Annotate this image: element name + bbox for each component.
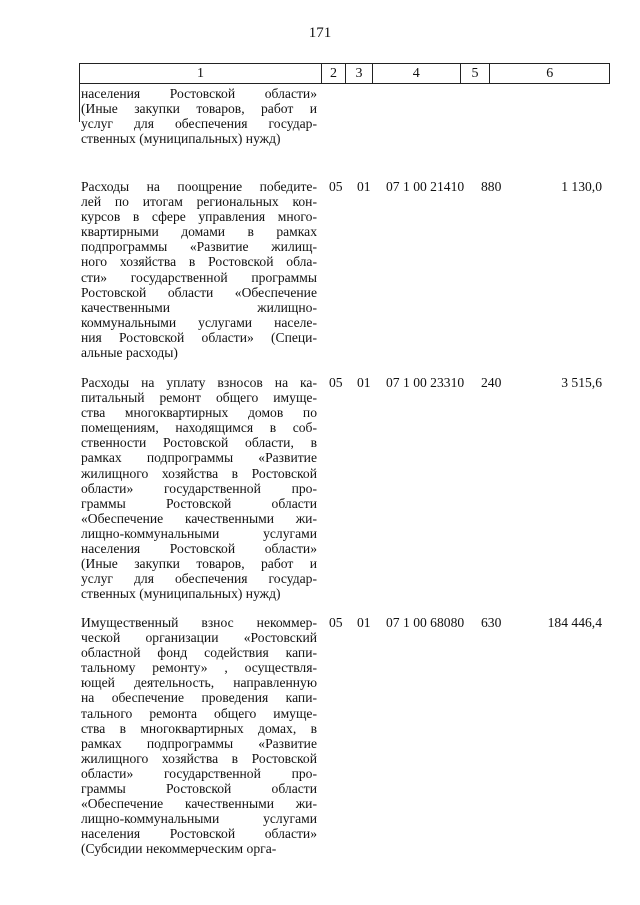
description-line: коммунальными услугами населе- — [81, 314, 317, 330]
description-line: качественными жилищно- — [81, 299, 317, 315]
row-description — [81, 615, 317, 857]
description-line: жилищного хозяйства в Ростовской — [81, 750, 317, 766]
description-line: курсов в сфере управления много- — [81, 209, 317, 225]
description-line: услуг для обеспечения государ- — [81, 116, 317, 132]
row-description — [81, 179, 317, 360]
description-line: жилищного хозяйства в Ростовской — [81, 465, 317, 481]
section-code: 05 — [329, 615, 343, 630]
subsection-code: 01 — [357, 615, 371, 630]
description-line: областной фонд содействия капи- — [81, 645, 317, 661]
description-line: ственных (муниципальных) нужд) — [81, 131, 281, 147]
description-line: питальный ремонт общего имуще- — [81, 390, 317, 406]
description-line: ства многоквартирных домов по — [81, 405, 317, 421]
description-line: лищно-коммунальными услугами — [81, 811, 317, 827]
description-line: рамках подпрограммы «Развитие — [81, 450, 317, 466]
description-line: лей по итогам региональных кон- — [81, 194, 317, 210]
section-code: 05 — [329, 179, 343, 194]
description-line: (Иные закупки товаров, работ и — [81, 556, 317, 572]
description-line: сти» государственной программы — [81, 269, 317, 285]
description-line: рамках подпрограммы «Развитие — [81, 735, 317, 751]
description-line: помещениям, находящимся в соб- — [81, 420, 317, 436]
left-border — [79, 84, 80, 122]
description-line: ства в многоквартирных домах, в — [81, 720, 317, 736]
table-header — [79, 63, 610, 84]
description-line: (Субсидии некоммерческим орга- — [81, 841, 277, 857]
description-line: области» государственной про- — [81, 480, 317, 496]
section-code: 05 — [329, 375, 343, 390]
description-line: области» государственной про- — [81, 765, 317, 781]
header-col-2: 2 — [321, 64, 345, 83]
budget-table — [79, 63, 610, 857]
target-article-code: 07 1 00 21410 — [386, 179, 465, 194]
header-col-4: 4 — [372, 64, 460, 83]
description-line: населения Ростовской области» — [81, 541, 317, 557]
row-description — [81, 375, 317, 601]
description-line: граммы Ростовской области — [81, 495, 317, 511]
amount-value: 3 515,6 — [561, 375, 602, 390]
page-number: 171 — [308, 25, 332, 41]
description-line: услуг для обеспечения государ- — [81, 571, 317, 587]
description-line: квартирными домами в рамках — [81, 224, 317, 240]
description-line: Имущественный взнос некоммер- — [81, 615, 317, 630]
description-line: Расходы на поощрение победите- — [81, 179, 317, 194]
header-col-3: 3 — [345, 64, 372, 83]
description-line: ственности Ростовской области, в — [81, 435, 317, 451]
description-line: населения Ростовской области» — [81, 86, 317, 101]
description-line: Расходы на уплату взносов на ка- — [81, 375, 317, 390]
expense-type-code: 880 — [481, 179, 502, 194]
description-line: ного хозяйства в Ростовской обла- — [81, 254, 317, 270]
target-article-code: 07 1 00 68080 — [386, 615, 465, 630]
description-line: ственных (муниципальных) нужд) — [81, 586, 281, 602]
description-line: ющей деятельность, направленную — [81, 675, 317, 691]
amount-value: 184 446,4 — [547, 615, 602, 630]
description-line: населения Ростовской области» — [81, 826, 317, 842]
expense-type-code: 240 — [481, 375, 502, 390]
amount-value: 1 130,0 — [561, 179, 602, 194]
expense-type-code: 630 — [481, 615, 502, 630]
description-line: подпрограммы «Развитие жилищ- — [81, 239, 317, 255]
description-line: альные расходы) — [81, 345, 178, 361]
header-col-6: 6 — [489, 64, 609, 83]
header-col-5: 5 — [460, 64, 490, 83]
target-article-code: 07 1 00 23310 — [386, 375, 465, 390]
subsection-code: 01 — [357, 375, 371, 390]
continuation-description — [81, 86, 317, 146]
description-line: граммы Ростовской области — [81, 781, 317, 797]
description-line: лищно-коммунальными услугами — [81, 525, 317, 541]
description-line: на обеспечение проведения капи- — [81, 690, 317, 706]
description-line: тальному ремонту» , осуществля- — [81, 660, 317, 676]
description-line: ческой организации «Ростовский — [81, 630, 317, 646]
subsection-code: 01 — [357, 179, 371, 194]
description-line: «Обеспечение качественными жи- — [81, 796, 317, 812]
description-line: тального ремонта общего имуще- — [81, 705, 317, 721]
description-line: (Иные закупки товаров, работ и — [81, 101, 317, 117]
description-line: «Обеспечение качественными жи- — [81, 510, 317, 526]
header-col-1: 1 — [197, 66, 205, 81]
description-line: Ростовской области «Обеспечение — [81, 284, 317, 300]
description-line: ния Ростовской области» (Специ- — [81, 329, 317, 345]
